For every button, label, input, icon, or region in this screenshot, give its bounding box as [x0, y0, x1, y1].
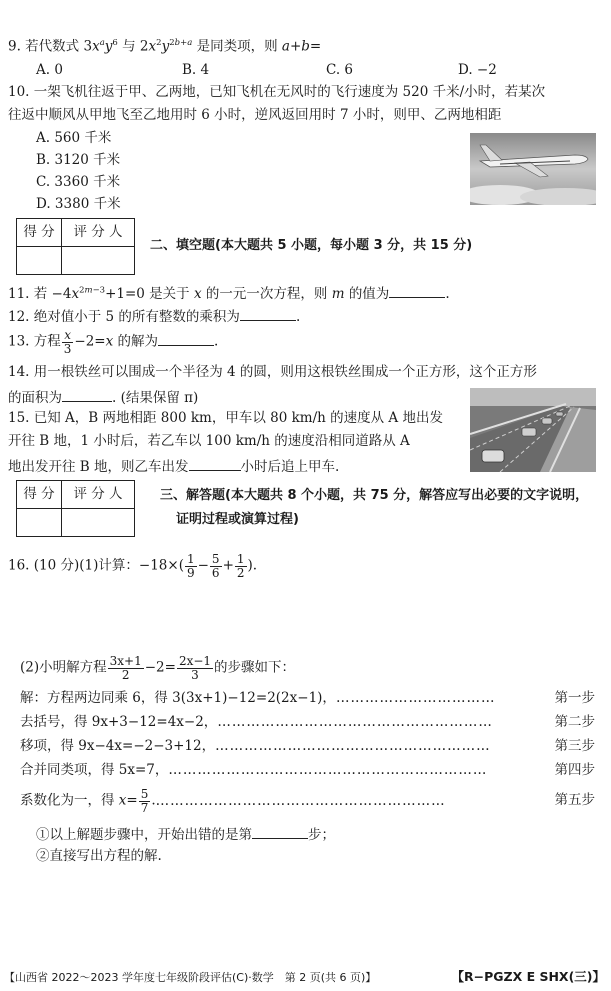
q16-sub1-answer-blank[interactable] [252, 824, 308, 839]
step-2: 去括号，得 9x+3−12=4x−2，………………………………………………… [20, 714, 493, 730]
q16-part1: 16. (10 分)(1)计算：−18×( $\frac{1}{9}$ − $\frac{5}{6}$ + $\frac{1}{2}$ ). [8, 552, 258, 580]
score-cell[interactable] [17, 509, 62, 537]
footer-right: 【R−PGZX E SHX(三)】 [451, 969, 605, 985]
grader-header: 评 分 人 [62, 219, 135, 247]
q9-option-d[interactable]: D. −2 [458, 62, 497, 78]
section3-title-line2: 证明过程或演算过程) [176, 512, 299, 527]
q10-line1: 10. 一架飞机往返于甲、乙两地，已知飞机在无风时的飞行速度为 520 千米/小时，若某次 [8, 84, 546, 100]
q15-line1: 15. 已知 A，B 两地相距 800 km，甲车以 80 km/h 的速度从 A 地出发 [8, 410, 443, 426]
q11-answer-blank[interactable] [389, 283, 445, 298]
step-1-label: 第一步 [554, 690, 595, 706]
step-1: 解：方程两边同乘 6，得 3(3x+1)−12=2(2x−1)，…………………………… [20, 690, 496, 706]
q10-option-c[interactable]: C. 3360 千米 [36, 174, 121, 190]
q15-line2: 开往 B 地，1 小时后，若乙车以 100 km/h 的速度沿相同道路从 A [8, 433, 410, 449]
q12-answer-blank[interactable] [240, 306, 296, 321]
step-3-label: 第三步 [554, 738, 595, 754]
grader-cell[interactable] [62, 509, 135, 537]
q13: 13. 方程 $\frac{x}{3}$ −2=x 的解为 . [8, 328, 219, 356]
score-header: 得 分 [17, 219, 62, 247]
q14-line1: 14. 用一根铁丝可以围成一个半径为 4 的圆，则用这根铁丝围成一个正方形，这个正方形 [8, 364, 537, 380]
q10-option-b[interactable]: B. 3120 千米 [36, 152, 121, 168]
score-table-1 [16, 218, 135, 275]
score-header: 得 分 [17, 481, 62, 509]
highway-image [470, 388, 596, 472]
highway-icon [470, 388, 596, 472]
q10-option-d[interactable]: D. 3380 千米 [36, 196, 121, 212]
footer-left: 【山西省 2022～2023 学年度七年级阶段评估(C)·数学 第 2 页(共 6 页)】 [4, 971, 377, 985]
q16-sub1: ①以上解题步骤中，开始出错的是第 步； [36, 824, 335, 844]
q9-option-c[interactable]: C. 6 [326, 62, 354, 78]
q9-stem: 9. 若代数式 $3x^ay^6$ 与 $2x^2y^{2b+a}$ 是同类项，则 a+b= [8, 38, 322, 55]
airplane-icon [470, 133, 596, 205]
score-table-2 [16, 480, 135, 537]
q15-line3: 地出发开往 B 地，则乙车出发 小时后追上甲车. [8, 456, 339, 476]
q9-option-b[interactable]: B. 4 [182, 62, 210, 78]
q10-option-a[interactable]: A. 560 千米 [36, 130, 112, 146]
q13-answer-blank[interactable] [158, 331, 214, 346]
q14-line2: 的面积为 . (结果保留 π) [8, 387, 198, 407]
step-2-label: 第二步 [554, 714, 595, 730]
airplane-image [470, 133, 596, 205]
grader-cell[interactable] [62, 247, 135, 275]
q15-answer-blank[interactable] [189, 456, 241, 471]
q14-answer-blank[interactable] [62, 387, 112, 402]
q16-sub2: ②直接写出方程的解. [36, 848, 162, 864]
q16-part2: (2)小明解方程 $\frac{3x+1}{2}$ −2= $\frac{2x-1}{3}$ 的步骤如下： [20, 654, 296, 682]
step-5-label: 第五步 [554, 792, 595, 808]
step-4-label: 第四步 [554, 762, 595, 778]
section2-title: 二、填空题(本大题共 5 小题，每小题 3 分，共 15 分) [150, 238, 473, 253]
grader-header: 评 分 人 [62, 481, 135, 509]
step-5: 系数化为一，得 x= $\frac{5}{7}$ .…………………………………………………… [20, 787, 446, 815]
section3-title-line1: 三、解答题(本大题共 8 个小题，共 75 分，解答应写出必要的文字说明， [160, 488, 589, 503]
q11: 11. 若 $-4x^{2m-3}+1=0$ 是关于 x 的一元一次方程，则 m 的值为 . [8, 283, 450, 303]
step-3: 移项，得 9x−4x=−2−3+12，………………………………………………… [20, 738, 491, 754]
q13-fraction: $\frac{x}{3}$ [63, 328, 72, 356]
step-4: 合并同类项，得 5x=7，………………………………………………………… [20, 762, 488, 778]
q9-option-a[interactable]: A. 0 [36, 62, 63, 78]
q10-line2: 往返中顺风从甲地飞至乙地用时 6 小时，逆风返回用时 7 小时，则甲、乙两地相距 [8, 107, 502, 123]
score-cell[interactable] [17, 247, 62, 275]
q12: 12. 绝对值小于 5 的所有整数的乘积为 . [8, 306, 300, 326]
